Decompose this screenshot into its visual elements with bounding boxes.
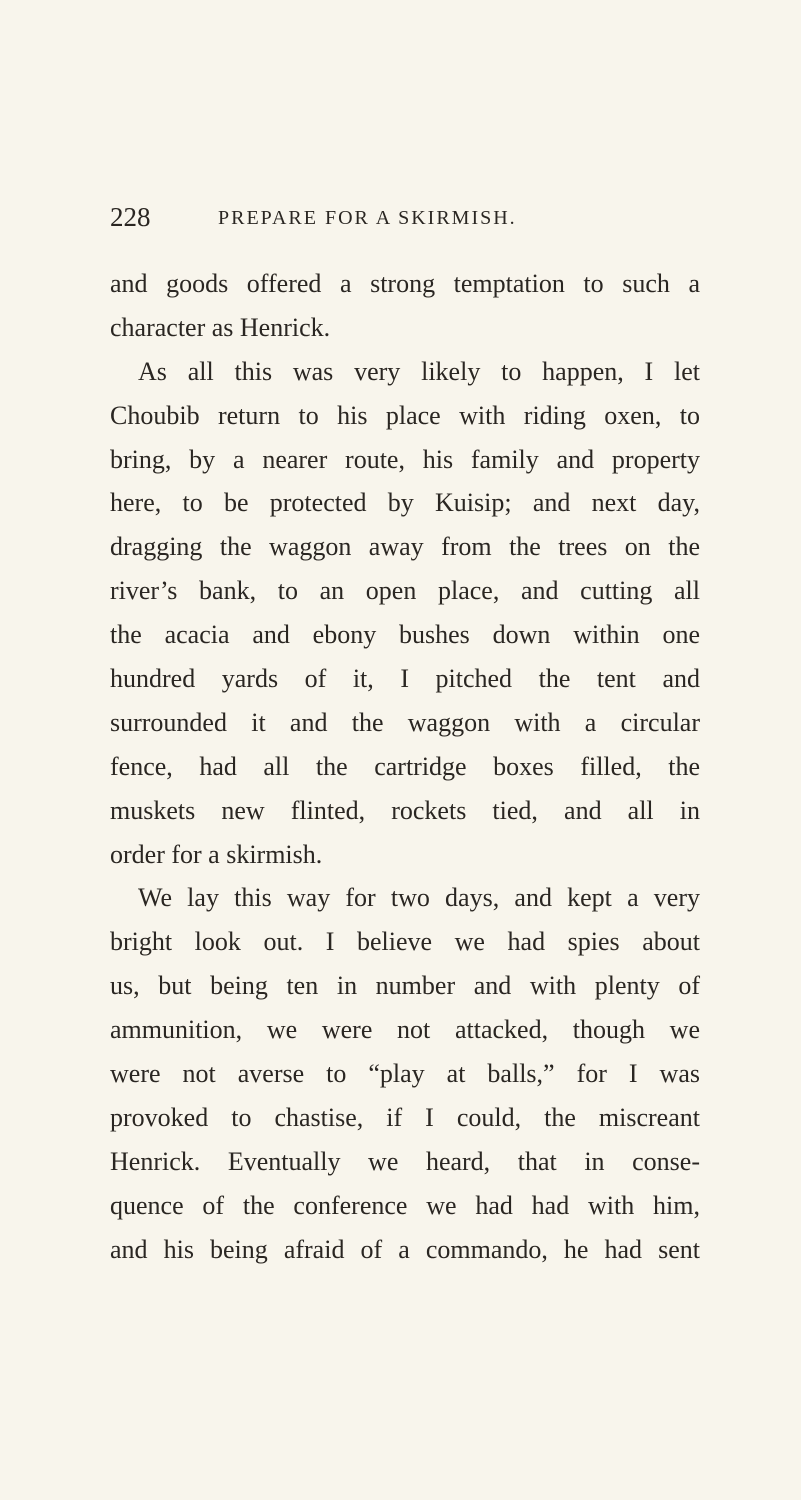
text-line: fence, had all the cartridge boxes filled, the <box>110 751 700 781</box>
text-line: bring, by a nearer route, his family and property <box>110 444 700 474</box>
text-line: Choubib return to his place with riding oxen, to <box>110 400 700 430</box>
text-line: here, to be protected by Kuisip; and next day, <box>110 488 700 518</box>
text-line: surrounded it and the waggon with a circular <box>110 707 700 737</box>
text-line: muskets new flinted, rockets tied, and all in <box>110 795 700 825</box>
text-line: and goods offered a strong temptation to such a <box>110 269 700 298</box>
text-line: and his being afraid of a commando, he had sent <box>110 1234 700 1264</box>
text-line: river’s bank, to an open place, and cutting all <box>110 576 700 606</box>
text-line: the acacia and ebony bushes down within one <box>110 620 700 650</box>
text-line: We lay this way for two days, and kept a very <box>138 883 700 913</box>
text-line: character as Henrick. <box>110 312 331 342</box>
running-title: PREPARE FOR A SKIRMISH. <box>218 207 517 229</box>
text-line: hundred yards of it, I pitched the tent and <box>110 664 700 694</box>
text-line: us, but being ten in number and with plenty of <box>110 971 700 1001</box>
body-text <box>110 262 700 1271</box>
text-line: order for a skirmish. <box>110 839 323 869</box>
page-number: 228 <box>110 202 151 232</box>
text-line: quence of the conference we had had with him, <box>110 1190 700 1220</box>
text-line: dragging the waggon away from the trees on the <box>110 532 700 562</box>
text-line: were not averse to “play at balls,” for I was <box>110 1059 700 1089</box>
text-line: bright look out. I believe we had spies about <box>110 927 700 957</box>
text-line: ammunition, we were not attacked, though we <box>110 1015 700 1045</box>
running-head <box>110 201 700 233</box>
text-line: Henrick. Eventually we heard, that in conse- <box>110 1146 700 1176</box>
text-line: provoked to chastise, if I could, the miscreant <box>110 1102 700 1132</box>
text-line: As all this was very likely to happen, I let <box>138 356 700 386</box>
